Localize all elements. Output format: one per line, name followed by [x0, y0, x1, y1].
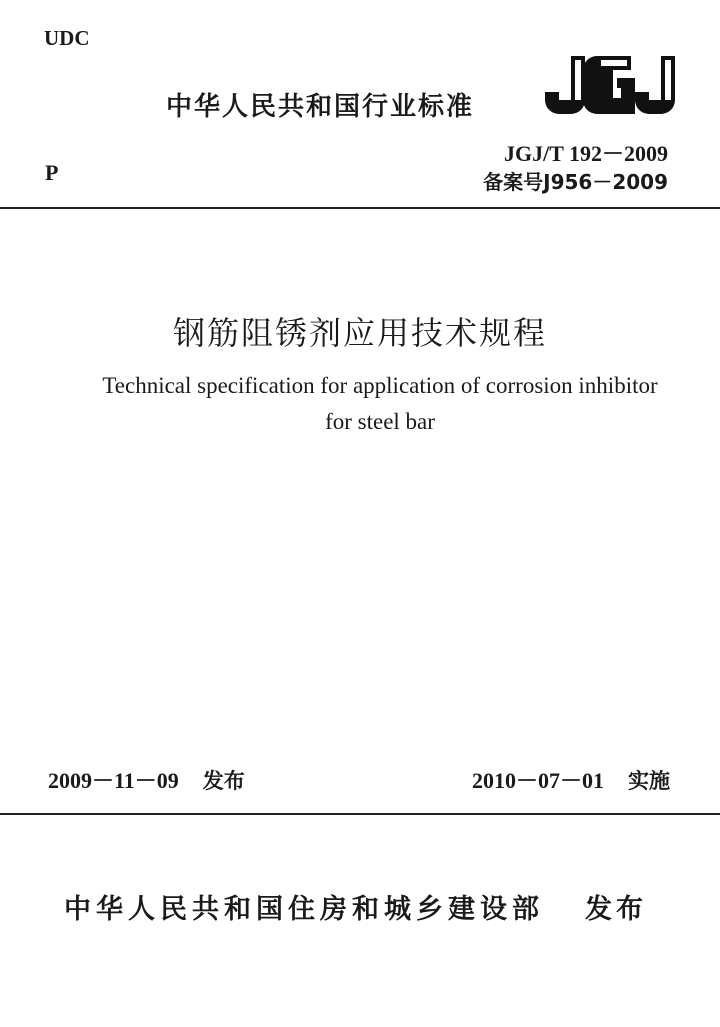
title-english-line-1: Technical specification for application of corrosion inhibitor: [102, 373, 658, 398]
classification-label: P: [45, 160, 59, 185]
jgj-logo: [543, 52, 681, 118]
filing-number: 备案号J956－2009: [483, 170, 668, 194]
title-english: [40, 368, 720, 440]
issue-label: 发布: [202, 769, 245, 793]
issue-date-block: [48, 764, 245, 795]
title-english-line-2: for steel bar: [325, 409, 435, 434]
issuing-authority: 中华人民共和国住房和城乡建设部: [64, 894, 544, 925]
issuer-action-label: 发布: [585, 894, 647, 925]
effective-date: 2010－07－01: [471, 768, 604, 793]
udc-label: UDC: [44, 26, 90, 50]
standard-code: JGJ/T 192－2009: [503, 141, 668, 166]
standard-series: 中华人民共和国行业标准: [166, 92, 475, 122]
title-chinese: 钢筋阻锈剂应用技术规程: [172, 314, 547, 352]
effective-date-block: [472, 764, 670, 795]
standard-code-block: [483, 140, 668, 196]
top-divider: [0, 207, 720, 209]
bottom-divider: [0, 813, 720, 815]
issue-date: 2009－11－09: [48, 768, 179, 793]
effective-label: 实施: [628, 769, 670, 793]
